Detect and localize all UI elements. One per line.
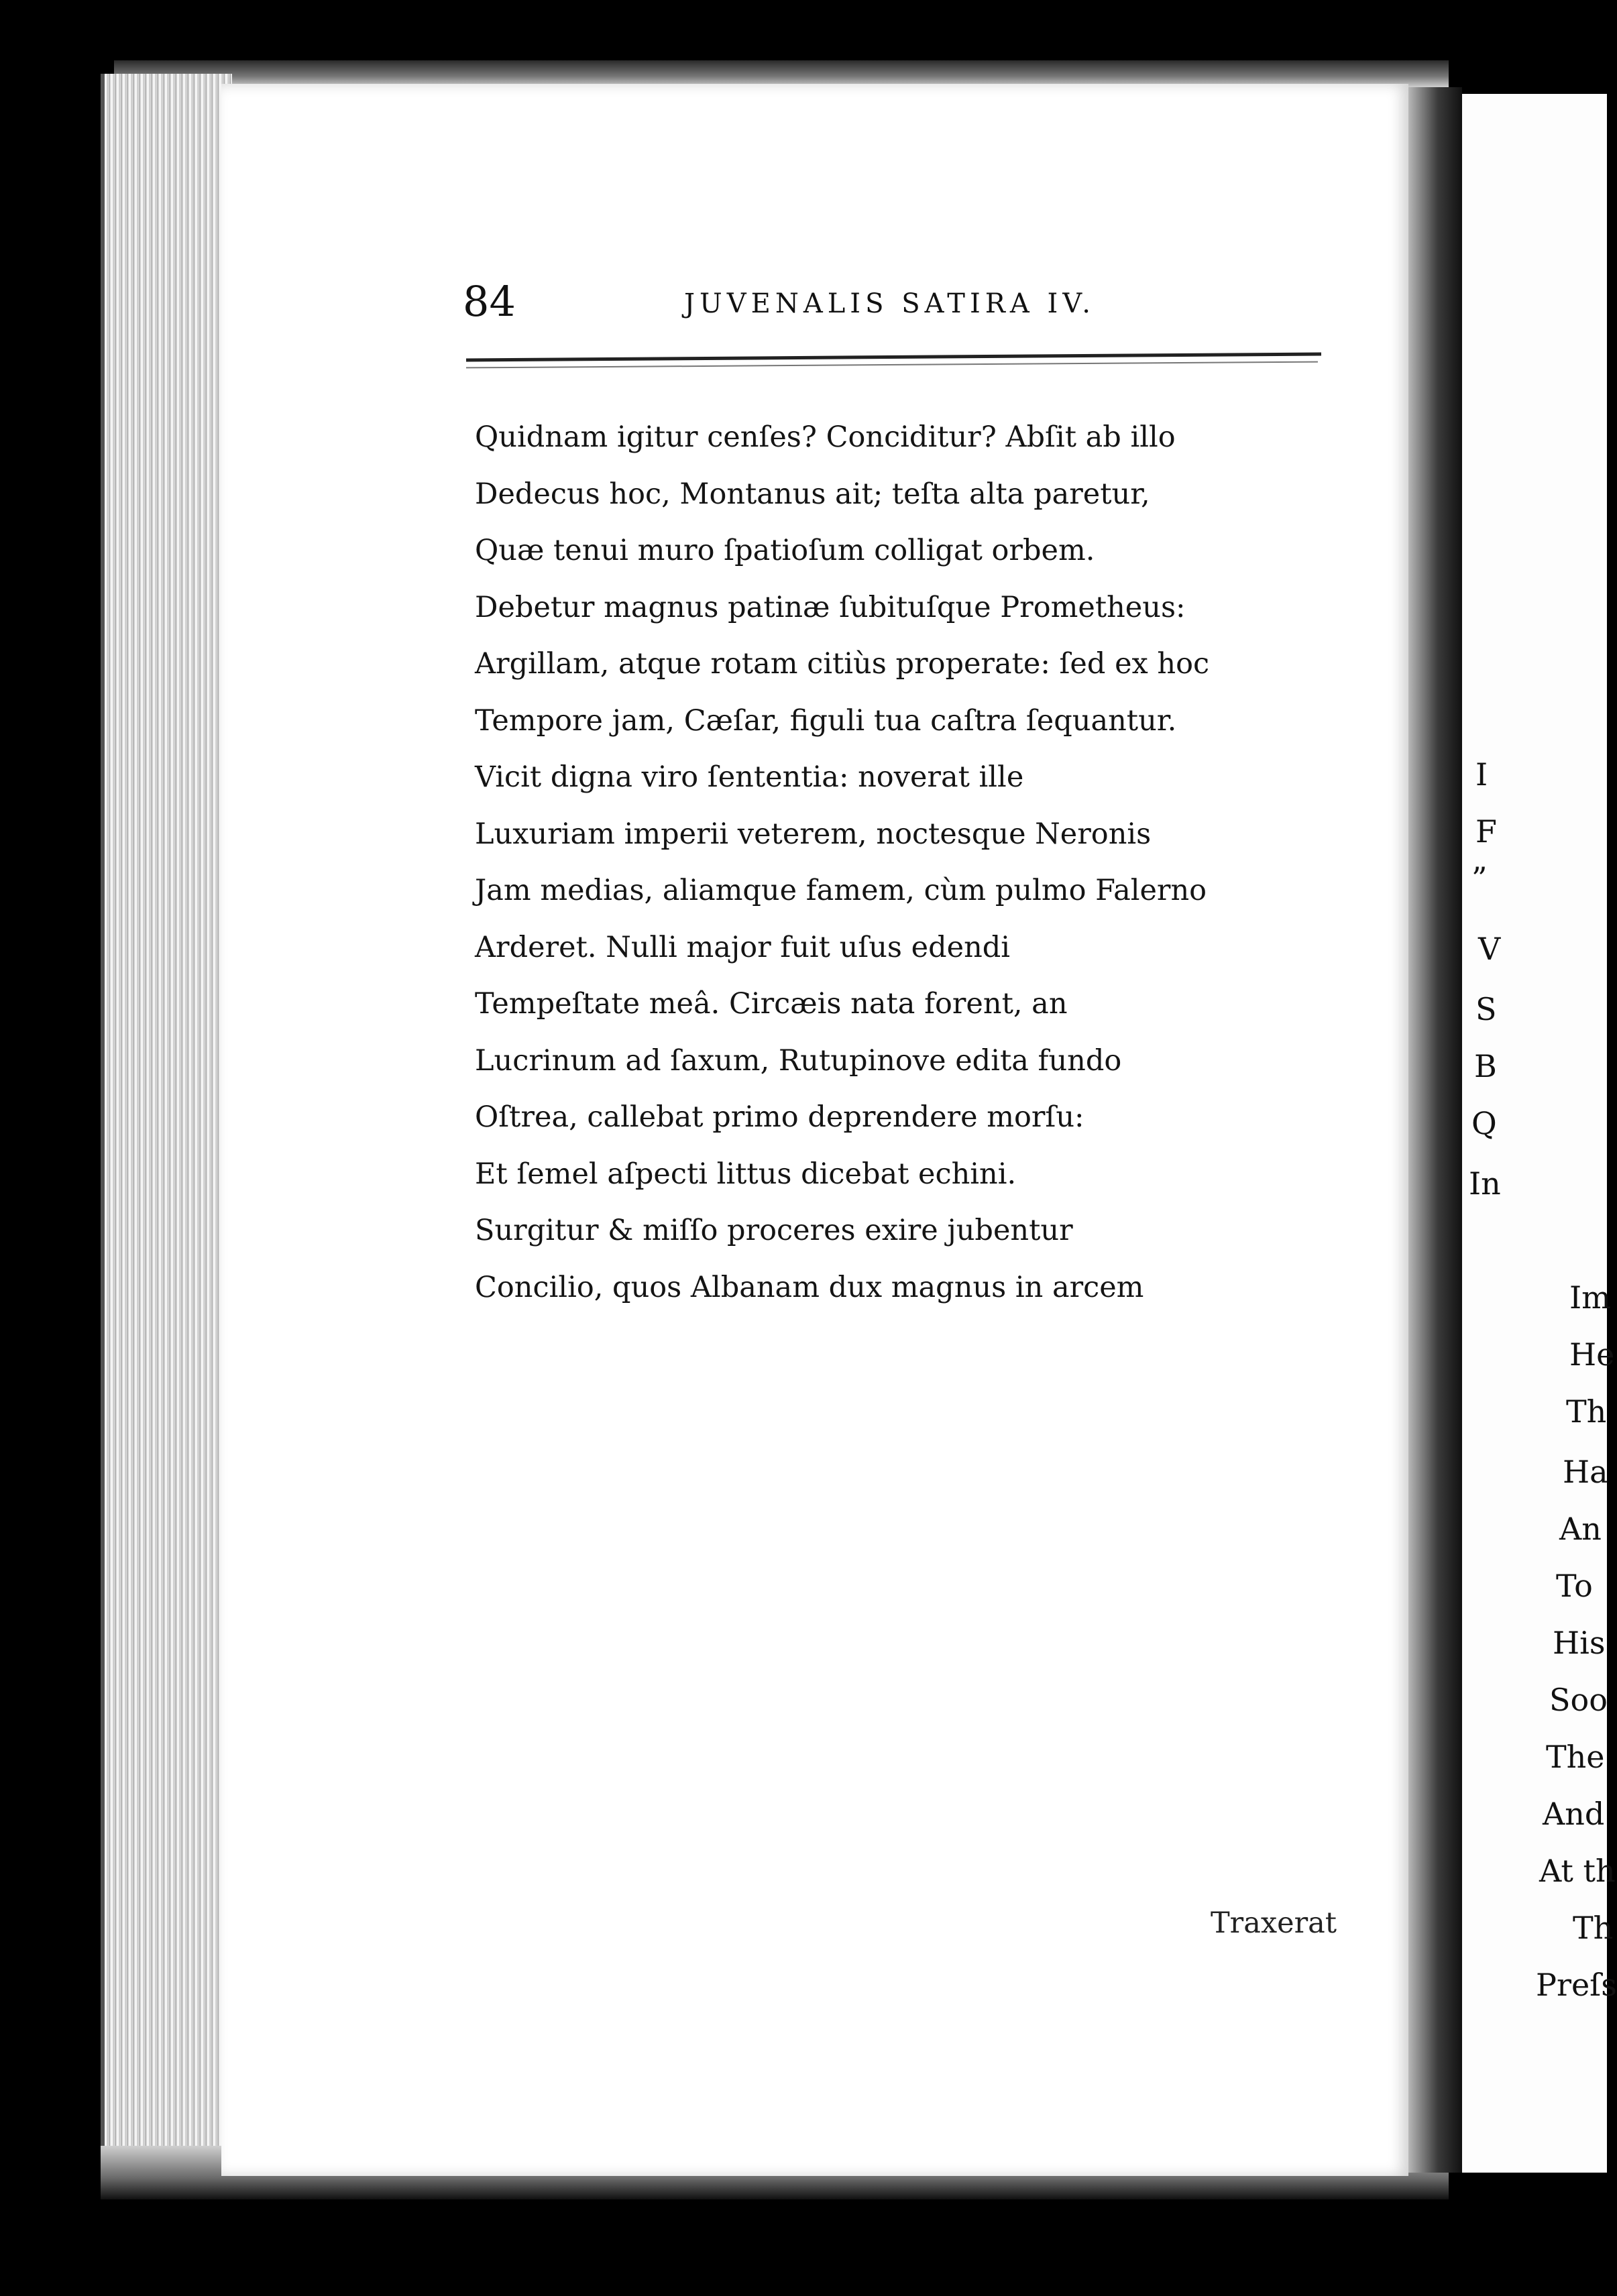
facing-fragment: In <box>1469 1165 1501 1202</box>
verse-line: Quidnam igitur cenſes? Conciditur? Abſit ab illo <box>475 420 1176 454</box>
facing-fragment: Im <box>1569 1279 1611 1316</box>
facing-fragment: F <box>1475 813 1497 850</box>
book-top-edge <box>114 60 1449 87</box>
page-number: 84 <box>463 277 516 326</box>
verse-line: Oſtrea, callebat primo deprendere morſu: <box>475 1100 1084 1134</box>
facing-fragment: I <box>1475 756 1488 793</box>
verse-line: Debetur magnus patinæ ſubituſque Prometheus: <box>475 590 1186 624</box>
running-head <box>463 272 1335 332</box>
verse-line: Vicit digna viro ſententia: noverat ille <box>475 760 1024 794</box>
facing-fragment: S <box>1475 991 1497 1027</box>
facing-fragment: An <box>1559 1511 1602 1547</box>
facing-fragment: V <box>1478 931 1501 967</box>
facing-fragment: Th <box>1566 1393 1607 1430</box>
facing-fragment: The <box>1546 1739 1605 1775</box>
page-edges <box>101 74 232 2179</box>
running-title: JUVENALIS SATIRA IV. <box>684 288 1095 319</box>
book-gutter <box>1408 87 1462 2173</box>
verse-text <box>475 409 1347 1316</box>
facing-fragment: He <box>1569 1336 1615 1373</box>
verse-line: Tempore jam, Cæſar, figuli tua caſtra ſequantur. <box>475 703 1177 738</box>
facing-fragment: Th <box>1573 1910 1614 1946</box>
verse-line: Tempeſtate meâ. Circæis nata forent, an <box>475 987 1068 1021</box>
facing-fragment: Preſs <box>1536 1967 1617 2003</box>
verse-line: Jam medias, aliamque famem, cùm pulmo Falerno <box>475 874 1207 907</box>
facing-fragment: ” <box>1471 860 1488 897</box>
verse-line: Argillam, atque rotam citiùs properate: ſed ex hoc <box>475 647 1210 681</box>
verse-line: Dedecus hoc, Montanus ait; teſta alta paretur, <box>475 477 1150 511</box>
facing-fragment: And <box>1543 1796 1605 1832</box>
verse-line: Concilio, quos Albanam dux magnus in arcem <box>475 1270 1144 1304</box>
facing-fragment: Q <box>1471 1105 1497 1141</box>
facing-fragment: B <box>1474 1048 1497 1084</box>
verse-line: Luxuriam imperii veterem, noctesque Neronis <box>475 817 1152 851</box>
facing-fragment: Ha <box>1563 1454 1608 1490</box>
verse-line: Surgitur & miſſo proceres exire jubentur <box>475 1214 1073 1247</box>
catchword: Traxerat <box>1211 1906 1337 1940</box>
facing-page <box>1462 94 1617 2173</box>
facing-fragment: At th <box>1539 1853 1616 1889</box>
facing-fragment: To <box>1556 1568 1593 1604</box>
verse-line: Quæ tenui muro ſpatioſum colligat orbem. <box>475 534 1095 567</box>
verse-line: Et ſemel aſpecti littus dicebat echini. <box>475 1157 1017 1191</box>
facing-fragment: His <box>1553 1625 1606 1661</box>
facing-fragment: Soo <box>1549 1682 1608 1718</box>
verse-line: Lucrinum ad ſaxum, Rutupinove edita fundo <box>475 1043 1122 1078</box>
verse-line: Arderet. Nulli major fuit uſus edendi <box>475 930 1011 964</box>
